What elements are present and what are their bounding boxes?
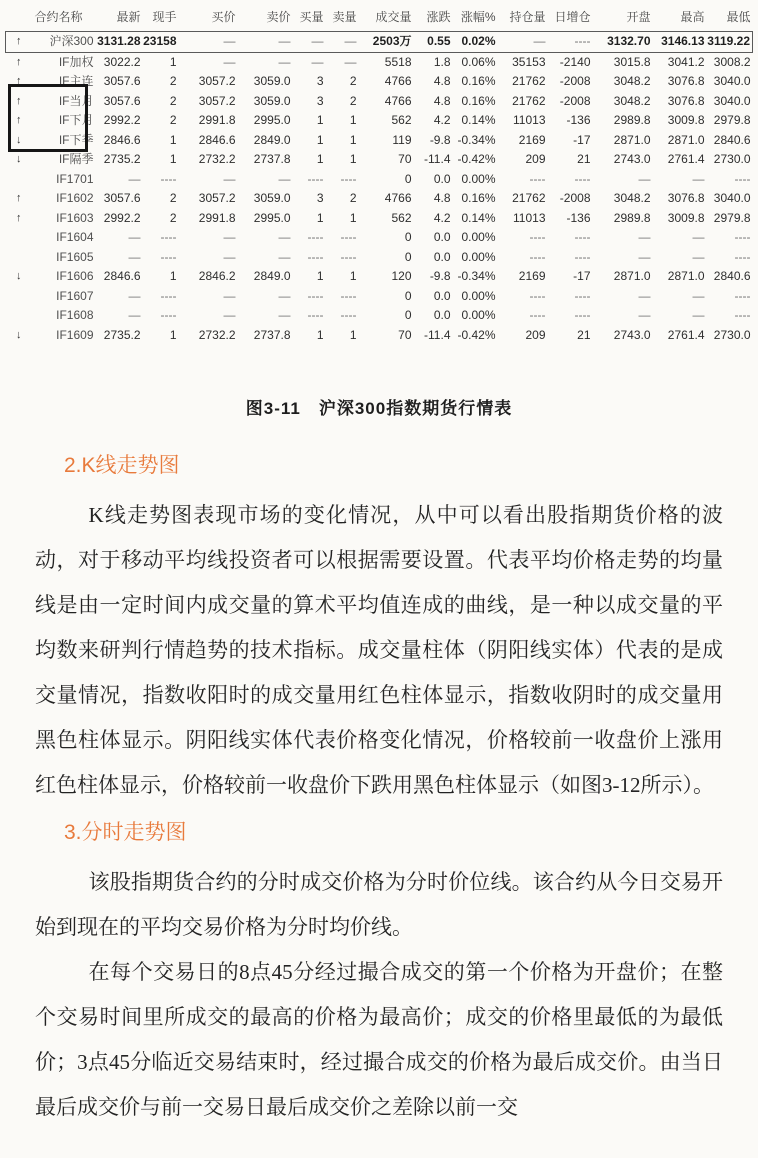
paragraph: 该股指期货合约的分时成交价格为分时价位线。该合约从今日交易开始到现在的平均交易价格为分时均价线。 (35, 870, 723, 939)
contract-name-cell: IF1603 (56, 210, 94, 225)
table-row (6, 92, 753, 112)
contract-name-cell: IF1604 (56, 230, 94, 244)
quote-cell: ---- (529, 308, 546, 322)
quote-cell: ---- (340, 230, 357, 244)
column-header: 成交量 (375, 10, 412, 24)
quote-cell: — (638, 171, 651, 186)
quote-cell: -136 (566, 210, 591, 225)
quote-cell: 3009.8 (667, 210, 705, 225)
quote-cell: 2849.0 (253, 269, 291, 283)
quote-cell: 3076.8 (667, 93, 705, 108)
quote-cell: 0.16% (461, 74, 496, 88)
quote-cell: 2 (169, 210, 177, 225)
down-arrow-icon: ↓ (16, 153, 22, 165)
quote-cell: 120 (391, 269, 412, 283)
quote-cell: 0.00% (461, 230, 496, 244)
column-header: 现手 (152, 10, 177, 24)
quote-cell: 1 (169, 132, 177, 147)
section-heading-kline: 2.K线走势图 (64, 454, 180, 477)
quote-cell: 2991.8 (198, 210, 236, 225)
quote-cell: 3015.8 (613, 54, 651, 69)
quote-cell: -9.8 (429, 132, 451, 147)
quote-table (5, 6, 753, 345)
quote-cell: ---- (734, 230, 751, 244)
table-row (6, 326, 753, 346)
quote-cell: 2989.8 (613, 210, 651, 225)
contract-name-cell: IF1609 (56, 327, 94, 342)
quote-cell: 0.0 (433, 249, 451, 264)
quote-cell: — (179, 32, 238, 53)
quote-cell: 1 (316, 152, 324, 166)
quote-cell: ---- (574, 308, 591, 322)
quote-cell: 3040.0 (713, 74, 751, 88)
quote-cell: 2846.6 (103, 269, 141, 283)
quote-cell: 4.8 (433, 74, 451, 88)
quote-cell: 2732.2 (198, 327, 236, 342)
quote-cell: 2989.8 (613, 113, 651, 127)
quote-cell: 1 (349, 113, 357, 127)
contract-name-cell: IF当月 (58, 93, 94, 108)
quote-cell: 21 (577, 152, 591, 166)
quote-cell: 2840.6 (713, 269, 751, 283)
column-header: 最新 (116, 10, 141, 24)
quote-cell: 2735.2 (103, 152, 141, 166)
quote-cell: ---- (574, 249, 591, 264)
table-row (6, 306, 753, 326)
up-arrow-icon: ↑ (16, 211, 22, 224)
quote-cell: — (692, 230, 705, 244)
quote-cell: 21762 (512, 74, 546, 88)
table-header-row (6, 6, 753, 32)
quote-cell: 3059.0 (253, 191, 291, 205)
quote-cell: 2846.6 (103, 132, 141, 147)
arrow-column-header (6, 6, 24, 32)
quote-cell: 2849.0 (253, 132, 291, 147)
quote-cell: 3048.2 (613, 74, 651, 88)
quote-cell: 1 (349, 152, 357, 166)
quote-cell: 3008.2 (713, 54, 751, 69)
contract-name-cell: IF1606 (56, 269, 94, 283)
quote-cell: ---- (734, 288, 751, 303)
quote-cell: ---- (340, 249, 357, 264)
quote-cell: ---- (160, 249, 177, 264)
table-row (6, 111, 753, 131)
quote-cell: 0.00% (461, 288, 496, 303)
quote-cell: -0.34% (457, 132, 496, 147)
quote-cell: — (128, 249, 141, 264)
quote-cell: — (278, 230, 291, 244)
quote-cell: 562 (391, 210, 412, 225)
quote-cell: — (223, 308, 236, 322)
quote-cell: ---- (340, 308, 357, 322)
quote-cell: 4766 (384, 74, 412, 88)
quote-cell: -2008 (559, 74, 591, 88)
quote-cell: 2737.8 (253, 152, 291, 166)
quote-cell: 3048.2 (613, 93, 651, 108)
quote-cell: ---- (340, 171, 357, 186)
quote-cell: — (326, 32, 359, 53)
quote-cell: 1 (316, 132, 324, 147)
quote-cell: 3057.6 (103, 191, 141, 205)
quote-cell: 35153 (512, 54, 546, 69)
table-row (6, 72, 753, 92)
quote-cell: 209 (525, 152, 546, 166)
column-header: 买量 (299, 10, 324, 24)
no-arrow (6, 170, 24, 190)
quote-cell: 0.06% (461, 54, 496, 69)
quote-cell: -9.8 (429, 269, 451, 283)
quote-cell: 3076.8 (667, 191, 705, 205)
quote-cell: 1 (169, 269, 177, 283)
quote-cell: — (238, 32, 293, 53)
contract-name-cell: IF隔季 (58, 152, 94, 166)
column-header: 买价 (211, 10, 236, 24)
quote-cell: 1 (316, 327, 324, 342)
quote-cell: — (128, 230, 141, 244)
quote-cell: 70 (398, 152, 412, 166)
quote-cell: 2991.8 (198, 113, 236, 127)
quote-cell: ---- (160, 308, 177, 322)
quote-cell: 3059.0 (253, 74, 291, 88)
column-header: 卖量 (332, 10, 357, 24)
quote-cell: -2140 (559, 54, 591, 69)
table-row (6, 209, 753, 229)
quote-cell: 0.00% (461, 249, 496, 264)
quote-cell: 21762 (512, 93, 546, 108)
table-row (6, 170, 753, 190)
quote-cell: 3057.6 (103, 93, 141, 108)
quote-cell: 3 (316, 93, 324, 108)
paragraph: K线走势图表现市场的变化情况，从中可以看出股指期货价格的波动，对于移动平均线投资者可以根据需要设置。代表平均价格走势的均量线是由一定时间内成交量的算术平均值连成的曲线，是一种以成交量的平均数来研判行情趋势的技术指标。成交量柱体（阴阳线实体）代表的是成交量情况，指数收阳时的成交量用红色柱体显示，指数收阴时的成交量用黑色柱体显示。阴阳线实体代表价格变化情况，价格较前一收盘价上涨用红色柱体显示，价格较前一收盘价下跌用黑色柱体显示（如图3-12所示）。 (35, 503, 723, 797)
quote-cell: 0.02% (453, 32, 498, 53)
quote-cell: 562 (391, 113, 412, 127)
quote-cell: 3040.0 (713, 93, 751, 108)
down-arrow-icon: ↓ (16, 328, 22, 341)
quote-cell: ---- (160, 171, 177, 186)
table-row (6, 248, 753, 268)
quote-cell: — (223, 54, 236, 69)
contract-name-cell: IF下月 (58, 113, 94, 127)
quote-cell: — (223, 171, 236, 186)
column-header: 日增仓 (554, 10, 591, 24)
table-row (6, 32, 753, 53)
contract-name-cell: 沪深300 (24, 32, 96, 53)
quote-cell: ---- (529, 171, 546, 186)
quote-cell: 2840.6 (713, 132, 751, 147)
quote-cell: 70 (398, 327, 412, 342)
quote-cell: 0 (404, 171, 412, 186)
quote-cell: — (638, 249, 651, 264)
quote-cell: ---- (529, 288, 546, 303)
no-arrow (6, 287, 24, 307)
quote-cell: 209 (525, 327, 546, 342)
quote-cell: 2846.6 (198, 132, 236, 147)
quote-cell: ---- (529, 249, 546, 264)
up-arrow-icon: ↑ (16, 55, 22, 68)
contract-name-cell: IF加权 (58, 54, 94, 69)
quote-cell: — (128, 288, 141, 303)
down-arrow-icon: ↓ (16, 133, 22, 146)
quote-cell: 0.0 (433, 288, 451, 303)
quote-cell: 3076.8 (667, 74, 705, 88)
quote-cell: 2871.0 (613, 132, 651, 147)
contract-name-cell: IF1607 (56, 288, 94, 303)
quote-cell: 4766 (384, 93, 412, 108)
quote-cell: 1 (169, 327, 177, 342)
quote-cell: 1 (169, 152, 177, 166)
quote-cell: ---- (574, 288, 591, 303)
down-arrow-icon: ↓ (16, 270, 22, 282)
quote-cell: ---- (307, 230, 324, 244)
quote-cell: 2 (169, 191, 177, 205)
contract-name-cell: IF1602 (56, 191, 94, 205)
table-row (6, 131, 753, 151)
no-arrow (6, 228, 24, 248)
quote-cell: — (278, 54, 291, 69)
quote-cell: 2737.8 (253, 327, 291, 342)
quote-cell: 3132.70 (593, 32, 653, 53)
quote-cell: — (638, 308, 651, 322)
quote-cell: — (692, 249, 705, 264)
column-header: 卖价 (266, 10, 291, 24)
quote-cell: 0.0 (433, 171, 451, 186)
quote-cell: 0.0 (433, 308, 451, 322)
quote-cell: 11013 (513, 113, 546, 127)
section-kline (0, 453, 758, 808)
quote-cell: -136 (566, 113, 591, 127)
quote-cell: 21 (577, 327, 591, 342)
quote-cell: -2008 (559, 191, 591, 205)
quote-cell: 3057.2 (198, 74, 236, 88)
up-arrow-icon: ↑ (16, 75, 22, 87)
quote-cell: 3048.2 (613, 191, 651, 205)
quote-cell: 2992.2 (103, 210, 141, 225)
quote-cell: ---- (734, 249, 751, 264)
quote-cell: 2503万 (359, 32, 414, 53)
quote-cell: — (498, 32, 548, 53)
quote-cell: 2979.8 (713, 113, 751, 127)
column-header: 最低 (726, 10, 751, 24)
section-intraday (0, 820, 758, 1130)
column-header: 开盘 (626, 10, 651, 24)
quote-cell: 1 (349, 210, 357, 225)
quote-cell: 3 (316, 191, 324, 205)
quote-cell: 3146.13 (653, 32, 707, 53)
up-arrow-icon: ↑ (6, 32, 24, 53)
quote-cell: 2995.0 (253, 210, 291, 225)
column-header: 持仓量 (509, 10, 546, 24)
quote-cell: — (128, 308, 141, 322)
quote-cell: 2 (349, 74, 357, 88)
quote-cell: 2761.4 (667, 152, 705, 166)
quote-cell: 4766 (384, 191, 412, 205)
quote-cell: 2761.4 (667, 327, 705, 342)
quote-cell: 2 (349, 191, 357, 205)
table-row (6, 287, 753, 307)
quote-cell: 0.14% (461, 113, 496, 127)
quote-cell: 2743.0 (613, 327, 651, 342)
quote-cell: 1 (349, 132, 357, 147)
no-arrow (6, 248, 24, 268)
quote-cell: — (278, 249, 291, 264)
quote-cell: — (344, 54, 357, 69)
quote-cell: — (692, 171, 705, 186)
quote-cell: 23158 (143, 32, 179, 53)
quote-cell: 4.2 (433, 113, 451, 127)
quote-cell: ---- (734, 171, 751, 186)
column-header: 涨幅% (460, 10, 496, 24)
figure-caption: 图3-11 沪深300指数期货行情表 (245, 399, 513, 418)
quote-cell: -17 (573, 132, 591, 147)
contract-name-cell: IF下季 (58, 132, 94, 147)
quote-cell: 0.0 (433, 230, 451, 244)
quote-cell: 1 (316, 269, 324, 283)
quote-cell: 3040.0 (713, 191, 751, 205)
quote-cell: ---- (307, 288, 324, 303)
quote-cell: 2 (169, 113, 177, 127)
quote-cell: 2992.2 (103, 113, 141, 127)
quote-cell: 2169 (518, 132, 546, 147)
contract-name-cell: IF主连 (58, 74, 94, 88)
quote-cell: — (311, 54, 324, 69)
quote-cell: 3041.2 (667, 54, 705, 69)
quote-cell: — (223, 249, 236, 264)
quote-cell: 2732.2 (198, 152, 236, 166)
paragraph: 在每个交易日的8点45分经过撮合成交的第一个价格为开盘价；在整个交易时间里所成交的最高的价格为最高价；成交的价格里最低的为最低价；3点45分临近交易结束时，经过撮合成交的价格为最后成交价。由当日最后成交价与前一交易日最后成交价之差除以前一交 (35, 960, 723, 1119)
quote-cell: — (278, 288, 291, 303)
quote-cell: 4.8 (433, 191, 451, 205)
quote-cell: 2979.8 (713, 210, 751, 225)
quote-cell: 1 (316, 113, 324, 127)
quote-cell: 5518 (384, 54, 412, 69)
quote-cell: 2730.0 (713, 152, 751, 166)
quote-cell: 1 (169, 54, 177, 69)
quote-cell: -0.34% (457, 269, 496, 283)
quote-cell: ---- (574, 230, 591, 244)
column-header: 涨跌 (426, 10, 451, 24)
quote-cell: 1 (349, 269, 357, 283)
quote-cell: 0.16% (461, 93, 496, 108)
quote-cell: 2169 (518, 269, 546, 283)
quote-cell: ---- (529, 230, 546, 244)
quote-cell: 1 (316, 210, 324, 225)
quote-cell: 3009.8 (667, 113, 705, 127)
quote-cell: -17 (573, 269, 591, 283)
quote-cell: — (278, 171, 291, 186)
quote-cell: ---- (734, 308, 751, 322)
contract-name-cell: IF1605 (56, 249, 94, 264)
quote-cell: 3057.6 (103, 74, 141, 88)
quote-cell: 2735.2 (103, 327, 141, 342)
quote-cell: 11013 (513, 210, 546, 225)
contract-name-cell: IF1701 (56, 171, 94, 186)
table-row (6, 150, 753, 170)
quote-cell: ---- (574, 171, 591, 186)
quote-cell: — (692, 288, 705, 303)
quote-cell: -0.42% (457, 327, 496, 342)
quote-cell: 119 (392, 132, 412, 147)
quote-cell: 3057.2 (198, 191, 236, 205)
quote-cell: 21762 (512, 191, 546, 205)
quote-cell: 1.8 (433, 54, 451, 69)
quote-cell: — (278, 308, 291, 322)
table-row (6, 267, 753, 287)
quote-cell: — (223, 288, 236, 303)
quote-cell: 2 (169, 74, 177, 88)
quote-cell: -11.4 (424, 152, 451, 166)
quote-cell: 4.2 (433, 210, 451, 225)
quote-cell: ---- (307, 249, 324, 264)
quote-cell: 0.00% (461, 308, 496, 322)
quote-cell: 2871.0 (613, 269, 651, 283)
no-arrow (6, 306, 24, 326)
quote-cell: 0 (404, 308, 412, 322)
quote-cell: 3057.2 (198, 93, 236, 108)
table-row (6, 189, 753, 209)
contract-name-cell: IF1608 (56, 308, 94, 322)
quote-cell: 0 (404, 288, 412, 303)
quote-cell: — (223, 230, 236, 244)
quote-cell: — (128, 171, 141, 186)
quote-cell: 3 (316, 74, 324, 88)
up-arrow-icon: ↑ (16, 94, 22, 107)
column-header: 合约名称 (34, 10, 83, 24)
quote-cell: 2730.0 (713, 327, 751, 342)
quote-cell: 3022.2 (103, 54, 141, 69)
quote-cell: — (293, 32, 326, 53)
quote-cell: 0 (404, 249, 412, 264)
quote-cell: 2743.0 (613, 152, 651, 166)
up-arrow-icon: ↑ (16, 114, 22, 126)
quote-cell: 0.16% (461, 191, 496, 205)
quote-cell: -2008 (559, 93, 591, 108)
quote-cell: 2 (349, 93, 357, 108)
up-arrow-icon: ↑ (16, 192, 22, 204)
quote-cell: 3059.0 (253, 93, 291, 108)
column-header: 最高 (680, 10, 705, 24)
quote-cell: 0.55 (414, 32, 453, 53)
quote-cell: ---- (307, 308, 324, 322)
quote-cell: -11.4 (424, 327, 451, 342)
quote-cell: 3119.22 (707, 32, 753, 53)
quote-cell: 1 (349, 327, 357, 342)
quote-cell: 0 (404, 230, 412, 244)
quote-cell: 2846.2 (198, 269, 236, 283)
quote-cell: 2871.0 (667, 269, 705, 283)
quote-cell: 2871.0 (667, 132, 705, 147)
quote-cell: 3131.28 (96, 32, 143, 53)
table-row (6, 228, 753, 248)
futures-quote-table (0, 0, 758, 358)
quote-cell: ---- (160, 288, 177, 303)
quote-cell: -0.42% (457, 152, 496, 166)
quote-cell: — (692, 308, 705, 322)
quote-cell: 2995.0 (253, 113, 291, 127)
quote-cell: ---- (548, 32, 593, 53)
quote-cell: 0.14% (461, 210, 496, 225)
section-heading-intraday: 3.分时走势图 (64, 821, 187, 844)
quote-cell: 2 (169, 93, 177, 108)
quote-cell: ---- (307, 171, 324, 186)
quote-cell: — (638, 230, 651, 244)
quote-cell: ---- (160, 230, 177, 244)
quote-cell: — (638, 288, 651, 303)
table-row (6, 52, 753, 72)
quote-cell: 4.8 (433, 93, 451, 108)
quote-cell: ---- (340, 288, 357, 303)
quote-cell: 0.00% (461, 171, 496, 186)
